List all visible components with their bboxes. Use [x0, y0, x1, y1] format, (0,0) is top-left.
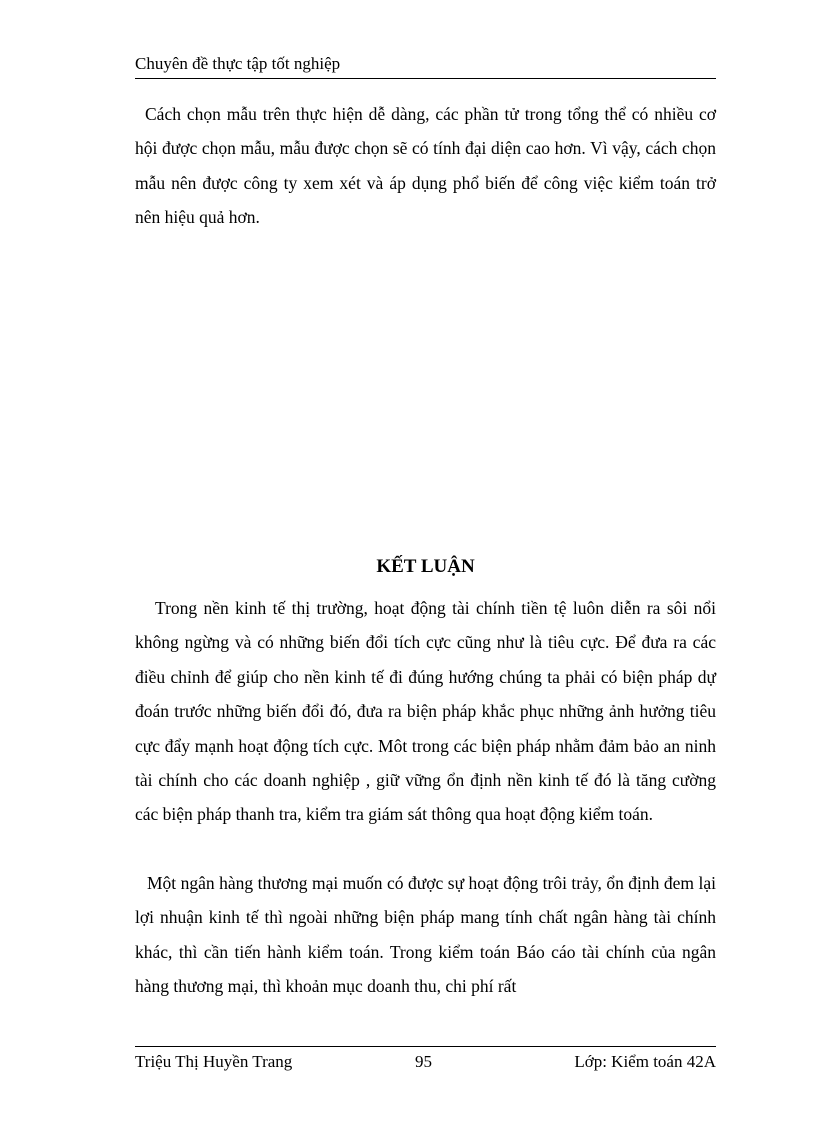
footer-author: Triệu Thị Huyền Trang [135, 1052, 293, 1071]
paragraph-conclusion-1: Trong nền kinh tế thị trường, hoạt động tài chính tiền tệ luôn diễn ra sôi nổi không ngừng và có những biến đổi tích cực cũng như là tiêu cực. Để đưa ra các điều chỉnh để giúp cho nền kinh tế đi đúng hướng chúng ta phải có biện pháp dự đoán trước những biến đổi đó, đưa ra biện pháp khắc phục những ảnh hưởng tiêu cực đẩy mạnh hoạt động tích cực. Môt trong các biện pháp nhằm đảm bảo an ninh tài chính cho các doanh nghiệp , giữ vững ổn định nền kinh tế đó là tăng cường các biện pháp thanh tra, kiểm tra giám sát thông qua hoạt động kiểm toán. [135, 598, 716, 825]
paragraph-sampling: Cách chọn mẫu trên thực hiện dễ dàng, các phần tử trong tổng thể có nhiều cơ hội được chọn mẫu, mẫu được chọn sẽ có tính đại diện cao hơn. Vì vậy, cách chọn mẫu nên được công ty xem xét và áp dụng phổ biến để công việc kiểm toán trở nên hiệu quả hơn. [135, 104, 716, 228]
header-title: Chuyên đề thực tập tốt nghiệp [135, 54, 341, 73]
paragraph-conclusion-2: Một ngân hàng thương mại muốn có được sự hoạt động trôi trảy, ổn định đem lại lợi nhuận kinh tế thì ngoài những biện pháp mang tính chất ngân hàng tài chính khác, thì cần tiến hành kiểm toán. Trong kiểm toán Báo cáo tài chính của ngân hàng thương mại, thì khoản mục doanh thu, chi phí rất [135, 873, 716, 997]
conclusion-heading: KẾT LUẬN [376, 556, 475, 577]
page-header [135, 50, 716, 79]
page-footer [135, 1046, 716, 1079]
footer-class: Lớp: Kiểm toán 42A [574, 1052, 716, 1071]
page-number: 95 [415, 1052, 432, 1071]
